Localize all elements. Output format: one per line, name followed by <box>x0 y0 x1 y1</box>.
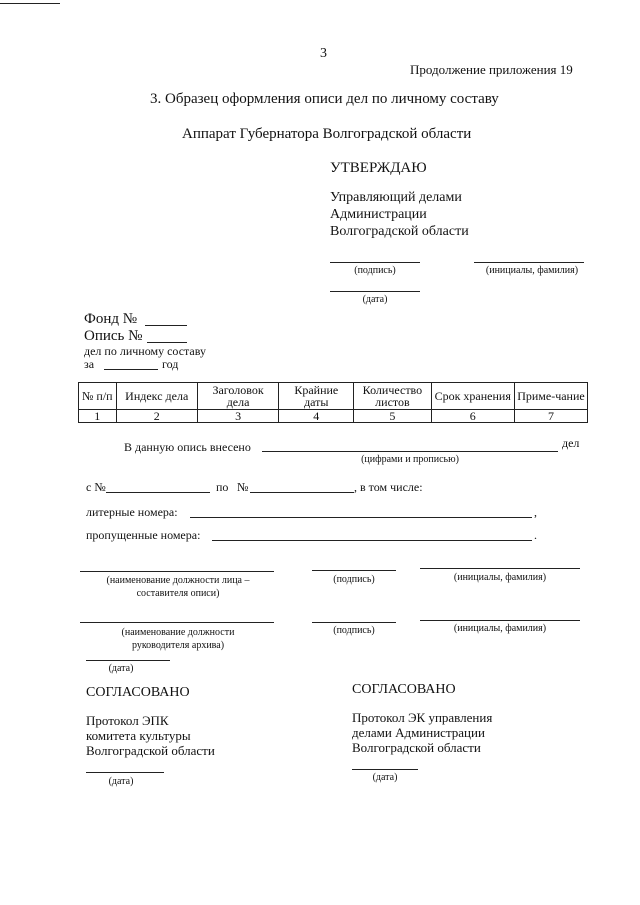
period: . <box>534 528 537 542</box>
inventory-table <box>78 382 588 423</box>
approve-line-1: Управляющий делами <box>330 190 462 205</box>
approve-name-caption: (инициалы, фамилия) <box>485 265 579 276</box>
za-label: за <box>84 357 95 371</box>
compiler-position-caption: (наименование должности лица – составителя описи) <box>106 575 250 599</box>
entered-blank <box>262 451 558 452</box>
agreed-right-title: СОГЛАСОВАНО <box>352 682 456 697</box>
corner-mark <box>0 3 60 4</box>
signatures-date-caption: (дата) <box>108 663 134 674</box>
agreed-left-line-1: Протокол ЭПК <box>86 713 169 728</box>
appendix-note: Продолжение приложения 19 <box>410 62 573 77</box>
from-blank <box>106 492 210 493</box>
col-sheets: Количество листов <box>354 383 431 410</box>
agreed-left-line-2: комитета культуры <box>86 728 191 743</box>
table-cell: 4 <box>279 410 354 423</box>
table-header-row <box>79 383 588 410</box>
god-label: год <box>162 357 179 371</box>
col-title: Заголовок дела <box>197 383 278 410</box>
archive-head-position-line <box>80 622 274 623</box>
agreed-right-line-3: Волгоградской области <box>352 740 481 755</box>
agreed-left-date-caption: (дата) <box>108 776 134 787</box>
organization-name: Аппарат Губернатора Волгоградской области <box>182 126 472 142</box>
approve-line-2: Администрации <box>330 207 427 222</box>
compiler-sign-caption: (подпись) <box>333 574 375 585</box>
approve-date-caption: (дата) <box>362 294 388 305</box>
archive-head-name-caption: (инициалы, фамилия) <box>453 623 547 634</box>
entered-caption: (цифрами и прописью) <box>361 454 459 465</box>
including-label: , в том числе: <box>354 480 423 494</box>
compiler-sign-line <box>312 570 396 571</box>
col-dates: Крайние даты <box>279 383 354 410</box>
del-label: дел <box>562 436 580 450</box>
col-index: Индекс дела <box>116 383 197 410</box>
to-label: по <box>216 480 229 494</box>
year-blank <box>104 369 158 370</box>
compiler-name-caption: (инициалы, фамилия) <box>453 572 547 583</box>
agreed-right-line-2: делами Администрации <box>352 725 485 740</box>
page-number: 3 <box>320 46 327 61</box>
col-number: № п/п <box>79 383 117 410</box>
table-cell: 7 <box>514 410 587 423</box>
archive-head-sign-line <box>312 622 396 623</box>
agreed-right-date-caption: (дата) <box>372 772 398 783</box>
entered-label: В данную опись внесено <box>124 440 251 454</box>
approve-sign-caption: (подпись) <box>354 265 396 276</box>
approve-line-3: Волгоградской области <box>330 224 469 239</box>
opis-blank <box>147 342 187 343</box>
table-cell: 6 <box>431 410 514 423</box>
fund-line-1: дел по личному составу <box>84 344 206 358</box>
col-note: Приме-чание <box>514 383 587 410</box>
archive-head-name-line <box>420 620 580 621</box>
approve-sign-line <box>330 262 420 263</box>
document-heading: 3. Образец оформления описи дел по личному составу <box>150 91 499 107</box>
col-storage: Срок хранения <box>431 383 514 410</box>
missing-numbers-blank <box>212 540 532 541</box>
to-number-sign: № <box>237 480 249 494</box>
table-cell: 5 <box>354 410 431 423</box>
agreed-right-date-line <box>352 769 418 770</box>
fond-label: Фонд № <box>84 311 138 327</box>
compiler-name-line <box>420 568 580 569</box>
agreed-left-date-line <box>86 772 164 773</box>
approve-date-line <box>330 291 420 292</box>
agreed-left-line-3: Волгоградской области <box>86 743 215 758</box>
letter-numbers-label: литерные номера: <box>86 505 178 519</box>
from-label: с № <box>86 480 106 494</box>
missing-numbers-label: пропущенные номера: <box>86 528 201 542</box>
compiler-position-line <box>80 571 274 572</box>
table-cell: 3 <box>197 410 278 423</box>
archive-head-position-caption: (наименование должности руководителя архива) <box>121 627 235 651</box>
opis-label: Опись № <box>84 328 143 344</box>
to-blank <box>250 492 354 493</box>
archive-head-sign-caption: (подпись) <box>333 625 375 636</box>
signatures-date-line <box>86 660 170 661</box>
table-cell: 1 <box>79 410 117 423</box>
agreed-right-line-1: Протокол ЭК управления <box>352 710 493 725</box>
fond-blank <box>145 325 187 326</box>
comma: , <box>534 505 537 519</box>
table-cell: 2 <box>116 410 197 423</box>
table-number-row <box>79 410 588 423</box>
approve-title: УТВЕРЖДАЮ <box>330 160 427 176</box>
agreed-left-title: СОГЛАСОВАНО <box>86 685 190 700</box>
approve-name-line <box>474 262 584 263</box>
letter-numbers-blank <box>190 517 532 518</box>
